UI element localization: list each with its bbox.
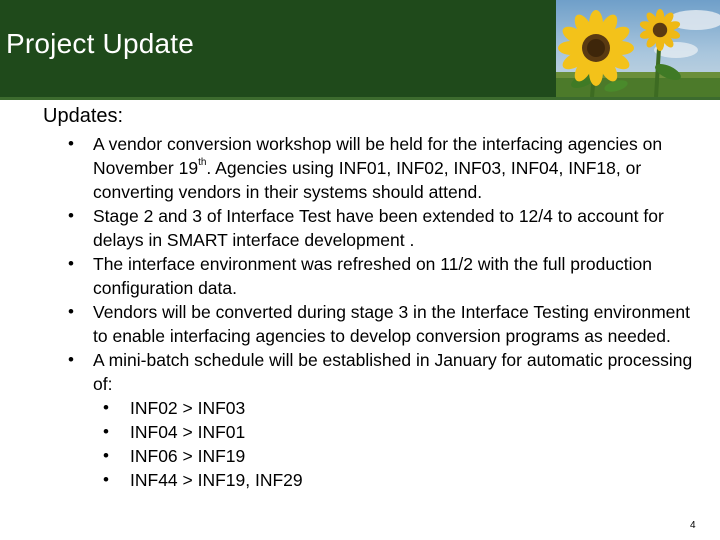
slide-body [43, 100, 703, 492]
bullet-text-2: Stage 2 and 3 of Interface Test have been extended to 12/4 to account for delays in SMART interface development . [93, 206, 664, 250]
sub-list [93, 396, 703, 492]
bullet-icon: • [68, 206, 74, 225]
sub-list-item [93, 444, 703, 468]
bullet-icon: • [103, 398, 109, 417]
bullet-text-5: A mini-batch schedule will be established in January for automatic processing of: [93, 350, 693, 394]
update-list [43, 132, 703, 492]
ordinal-suffix: th [198, 157, 207, 168]
sub-list-item [93, 468, 703, 492]
page-number: 4 [690, 520, 696, 531]
bullet-icon: • [103, 422, 109, 441]
sub-item-text: INF04 > INF01 [130, 422, 246, 442]
bullet-icon: • [68, 302, 74, 321]
sub-list-item [93, 396, 703, 420]
bullet-text-3: The interface environment was refreshed on 11/2 with the full production configuration data. [93, 254, 653, 298]
list-item [43, 348, 703, 492]
updates-heading: Updates: [43, 105, 124, 127]
bullet-icon: • [68, 134, 74, 153]
slide-title: Project Update [6, 28, 195, 59]
bullet-text-4: Vendors will be converted during stage 3 in the Interface Testing environment to enable interfacing agencies to develop conversion programs as needed. [93, 302, 690, 346]
list-item [43, 204, 703, 252]
bullet-icon: • [103, 470, 109, 489]
list-item [43, 252, 703, 300]
list-item [43, 132, 703, 204]
sub-item-text: INF06 > INF19 [130, 446, 246, 466]
bullet-icon: • [68, 350, 74, 369]
sub-list-item [93, 420, 703, 444]
title-bar [0, 0, 720, 97]
bullet-text-1: A vendor conversion workshop will be held for the interfacing agencies on November 19 [93, 134, 663, 178]
list-item [43, 300, 703, 348]
sub-item-text: INF44 > INF19, INF29 [130, 470, 303, 490]
sub-item-text: INF02 > INF03 [130, 398, 246, 418]
bullet-icon: • [103, 446, 109, 465]
bullet-icon: • [68, 254, 74, 273]
sunflower-banner-icon [556, 0, 720, 97]
bullet-text-1-cont: . Agencies using INF01, INF02, INF03, INF04, INF18, or converting vendors in their systems should attend. [93, 158, 642, 202]
